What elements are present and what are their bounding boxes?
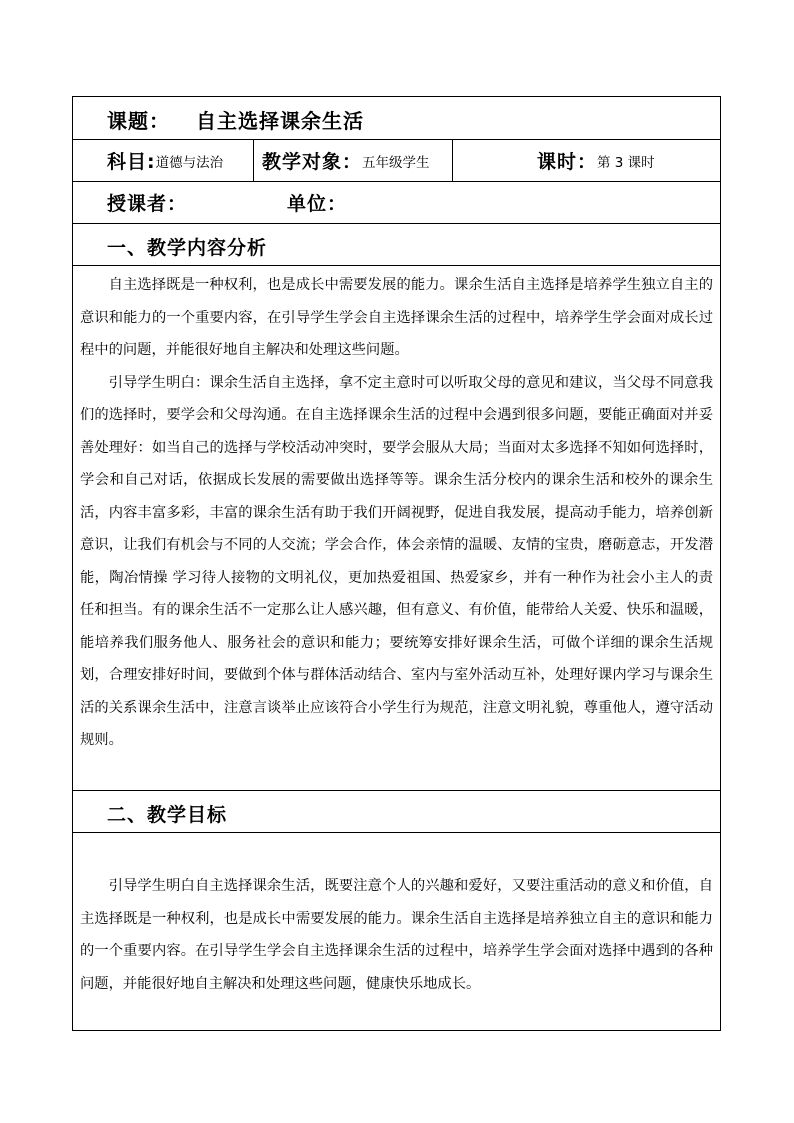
topic-row — [72, 96, 721, 140]
unit-cell — [253, 182, 720, 223]
audience-value: 五年级学生 — [362, 154, 430, 171]
period-label: 课时： — [537, 151, 598, 173]
section1-heading: 一、教学内容分析 — [107, 237, 268, 259]
period-value: 第 3 课时 — [597, 154, 655, 171]
audience-cell — [253, 140, 452, 181]
teacher-row — [72, 182, 721, 224]
teacher-cell — [73, 182, 253, 223]
teacher-label: 授课者： — [107, 193, 188, 215]
audience-label: 教学对象： — [262, 151, 363, 173]
section2-paragraph-1: 引导学生明白自主选择课余生活，既要注意个人的兴趣和爱好，又要注重活动的意义和价值，自主选择既是一种权利，也是成长中需要发展的能力。课余生活自主选择是培养独立自主的意识和能力的一个重要内容。在引导学生学会自主选择课余生活的过程中，培养学生学会面对选择中遇到的各种问题，并能很好地自主解决和处理这些问题，健康快乐地成长。 — [80, 878, 713, 992]
unit-label: 单位： — [287, 193, 348, 215]
section1-body — [72, 266, 721, 791]
subject-value: 道德与法治 — [155, 154, 224, 171]
section1-heading-row — [72, 224, 721, 266]
subject-cell — [73, 140, 253, 181]
lesson-plan-table — [72, 96, 721, 1031]
topic-value: 自主选择课余生活 — [196, 109, 364, 133]
subject-label: 科目: — [107, 151, 156, 173]
section1-paragraph-1: 自主选择既是一种权利，也是成长中需要发展的能力。课余生活自主选择是培养学生独立自主的意识和能力的一个重要内容，在引导学生学会自主选择课余生活的过程中，培养学生学会面对成长过程中的问题，并能很好地自主解决和处理这些问题。 — [80, 277, 713, 358]
topic-label: 课题： — [107, 109, 170, 133]
period-cell — [452, 140, 720, 181]
section2-heading-row — [72, 791, 721, 833]
section2-body — [72, 833, 721, 1031]
section1-paragraph-2: 引导学生明白：课余生活自主选择，拿不定主意时可以听取父母的意见和建议，当父母不同意我们的选择时，要学会和父母沟通。在自主选择课余生活的过程中会遇到很多问题，要能正确面对并妥善处理好：如当自己的选择与学校活动冲突时，要学会服从大局；当面对太多选择不知如何选择时，学会和自己对话，依据成长发展的需要做出选择等等。课余生活分校内的课余生活和校外的课余生活，内容丰富多彩，丰富的课余生活有助于我们开阔视野，促进自我发展，提高动手能力，培养创新意识，让我们有机会与不同的人交流；学会合作，体会亲情的温暖、友情的宝贵，磨砺意志，开发潜能，陶冶情操 学习待人接物的文明礼仪，更加热爱祖国、热爱家乡，并有一种作为社会小主人的责任和担当。有的课余生活不一定那么让人感兴趣，但有意义、有价值，能带给人关爱、快乐和温暖，能培养我们服务他人、服务社会的意识和能力；要统筹安排好课余生活，可做个详细的课余生活规划，合理安排好时间，要做到个体与群体活动结合、室内与室外活动互补，处理好课内学习与课余生活的关系课余生活中，注意言谈举止应该符合小学生行为规范，注意文明礼貌，尊重他人，遵守活动规则。 — [80, 374, 713, 748]
topic-line — [107, 105, 364, 134]
meta-row — [72, 140, 721, 182]
section2-heading: 二、教学目标 — [107, 804, 228, 826]
